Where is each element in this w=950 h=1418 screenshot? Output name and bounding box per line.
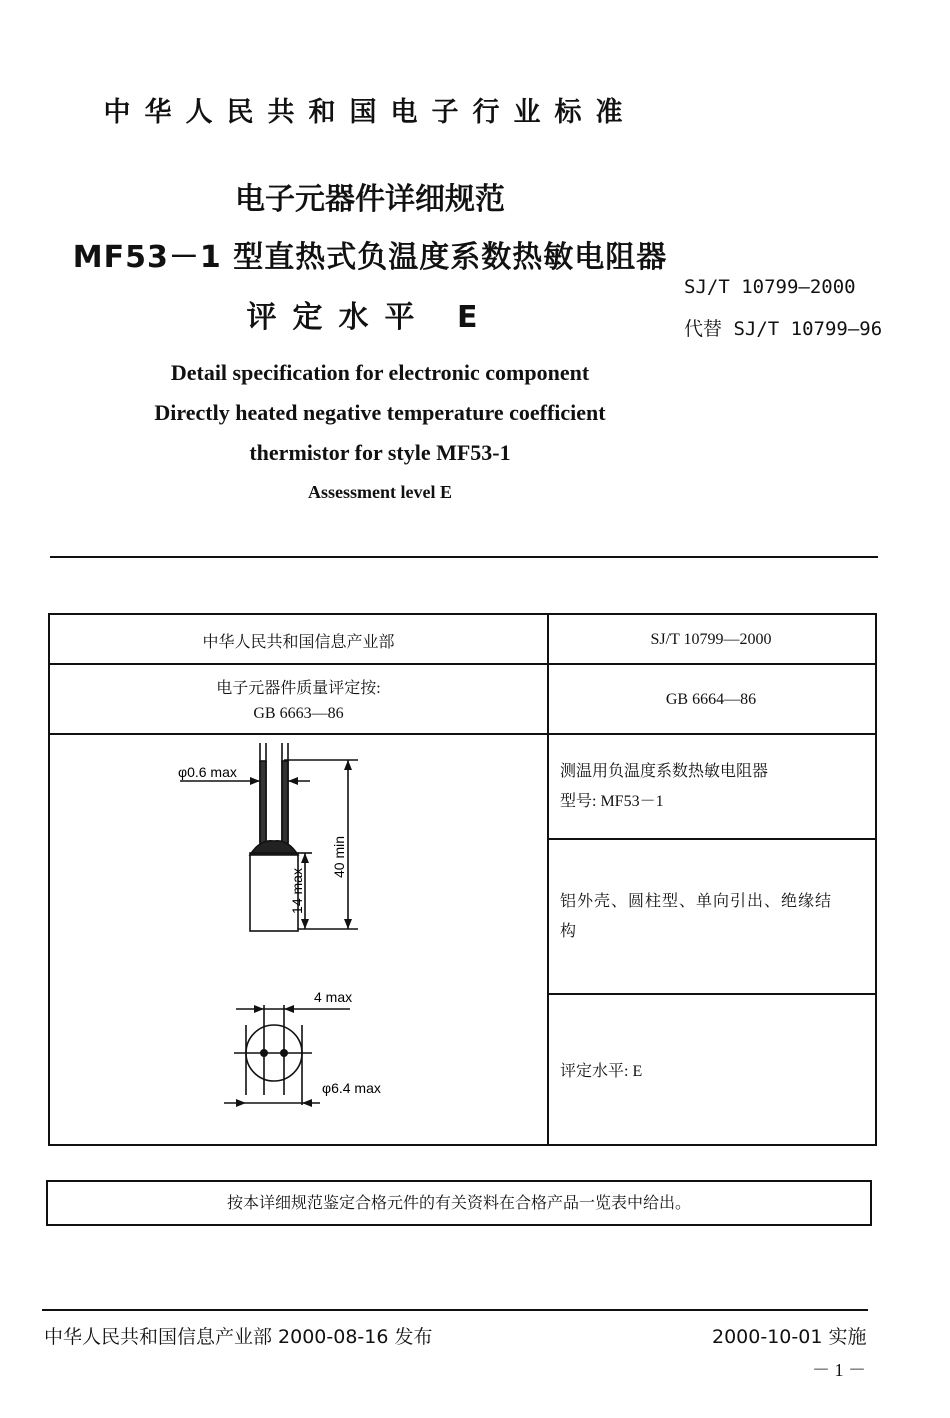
quality-assessment-line2: GB 6663—86 [253, 705, 344, 722]
outline-drawing [50, 733, 547, 1144]
arrow-64-right [302, 1099, 312, 1107]
sectional-spec-cell: GB 6664—86 [665, 691, 757, 708]
arrow-lead-left [250, 777, 260, 785]
title-en-line3: thermistor for style MF53-1 [249, 440, 511, 465]
component-description-line1: 测温用负温度系数热敏电阻器 [560, 763, 769, 780]
lead-length-label: 40 min [331, 835, 347, 879]
qualified-products-note: 按本详细规范鉴定合格元件的有关资料在合格产品一览表中给出。 [46, 1180, 872, 1226]
title-cn-line1: 电子元器件详细规范 [235, 182, 505, 217]
title-cn-line2: MF53－1 型直热式负温度系数热敏电阻器 [72, 240, 668, 275]
standard-number: SJ/T 10799—2000 [684, 276, 856, 298]
effective-date: 2000-10-01 实施 [712, 1326, 867, 1348]
construction-description [560, 887, 870, 947]
top-rule [50, 556, 878, 558]
arrow-4-left [254, 1005, 264, 1013]
title-cn-line3: 评定水平 E [246, 300, 494, 335]
arrow-40-top [344, 760, 352, 770]
quality-assessment-line1: 电子元器件质量评定按: [216, 680, 381, 697]
lead-diameter-label: φ0.6 max [178, 764, 237, 780]
arrow-14-top [301, 853, 309, 863]
bottom-rule [42, 1309, 868, 1311]
title-en-line2: Directly heated negative temperature coefficient [154, 400, 606, 425]
spec-table [48, 613, 877, 1146]
end-view-lead-dot-right [280, 1049, 288, 1057]
industry-standard-header: 中华人民共和国电子行业标准 [103, 97, 637, 128]
component-description [560, 757, 870, 817]
issue-date: 中华人民共和国信息产业部 2000-08-16 发布 [44, 1326, 433, 1348]
spec-code-cell: SJ/T 10799—2000 [650, 631, 772, 648]
lead-right-fill [282, 761, 288, 847]
replaces-standard: 代替 SJ/T 10799—96 [684, 318, 883, 340]
page-number: － 1 － [812, 1360, 866, 1380]
title-en-line4: Assessment level E [308, 482, 452, 502]
lead-spacing-label: 4 max [314, 989, 353, 1005]
construction-line2: 构 [560, 923, 578, 940]
issuer-cell: 中华人民共和国信息产业部 [202, 634, 395, 651]
body-diameter-label: φ6.4 max [322, 1080, 381, 1096]
assessment-level-cell: 评定水平: E [560, 1063, 643, 1080]
table-divider-row4 [547, 993, 875, 995]
title-en-line1: Detail specification for electronic component [170, 360, 590, 385]
end-view-lead-dot-left [260, 1049, 268, 1057]
lead-left-fill [260, 761, 266, 847]
arrow-lead-right [288, 777, 298, 785]
body-length-label: 14 max [289, 868, 305, 914]
arrow-40-bottom [344, 919, 352, 929]
table-divider-row1 [50, 663, 875, 665]
arrow-64-left [236, 1099, 246, 1107]
arrow-4-right [284, 1005, 294, 1013]
table-divider-row3 [547, 838, 875, 840]
component-description-line2: 型号: MF53－1 [560, 793, 664, 810]
arrow-14-bottom [301, 919, 309, 929]
construction-line1: 铝外壳、圆柱型、单向引出、绝缘结 [560, 893, 833, 910]
